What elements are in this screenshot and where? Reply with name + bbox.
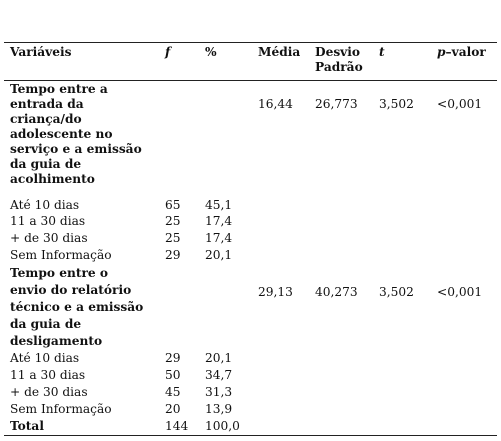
section2-title-line: técnico e a emissão [10,300,144,314]
header-p-value [437,45,486,60]
section2-row-f: 20 [165,402,181,416]
section1-row-label: + de 30 dias [10,231,88,245]
section2-title-line: Tempo entre o [10,266,109,280]
section1-sd: 26,773 [315,97,358,111]
total-f: 144 [165,419,189,433]
header-p-letter: p [437,45,446,59]
section1-row-pct: 17,4 [205,214,233,228]
section2-row-label: Até 10 dias [10,351,80,365]
section1-p: <0,001 [437,97,483,111]
section2-row-label: + de 30 dias [10,385,88,399]
section1-title-line: serviço e a emissão [10,142,142,156]
section1-row-pct: 45,1 [205,198,233,212]
header-mean: Média [258,45,301,59]
section2-title-line: desligamento [10,334,103,348]
section1-row-pct: 20,1 [205,248,233,262]
section1-row-f: 65 [165,198,181,212]
section1-mean: 16,44 [258,97,293,111]
header-p-suffix: –valor [445,45,486,59]
section2-row-pct: 31,3 [205,385,233,399]
section1-row-f: 25 [165,231,181,245]
section1-row-f: 25 [165,214,181,228]
table-top-rule [4,42,497,43]
section2-row-f: 50 [165,368,181,382]
header-bottom-rule [4,80,497,81]
header-f: f [165,45,171,59]
section2-title-line: da guia de [10,317,82,331]
header-percent: % [205,45,217,59]
section1-row-f: 29 [165,248,181,262]
header-sd-line2: Padrão [315,60,363,74]
section2-row-f: 29 [165,351,181,365]
section2-row-label: Sem Informação [10,402,112,416]
section2-title-line: envio do relatório [10,283,132,297]
section1-title-line: Tempo entre a [10,82,108,96]
section1-title-line: da guia de [10,157,82,171]
section1-row-pct: 17,4 [205,231,233,245]
section1-row-label: Sem Informação [10,248,112,262]
section2-sd: 40,273 [315,285,358,299]
total-label: Total [10,419,44,433]
section2-row-pct: 13,9 [205,402,233,416]
section2-row-pct: 34,7 [205,368,233,382]
section2-row-f: 45 [165,385,181,399]
header-variables: Variáveis [10,45,72,59]
section1-row-label: 11 a 30 dias [10,214,86,228]
section1-title-line: entrada da [10,97,84,111]
section2-row-pct: 20,1 [205,351,233,365]
section1-row-label: Até 10 dias [10,198,80,212]
section1-title-line: adolescente no [10,127,113,141]
section2-p: <0,001 [437,285,483,299]
section1-t: 3,502 [379,97,414,111]
section2-mean: 29,13 [258,285,293,299]
table-bottom-rule [4,435,497,436]
total-pct: 100,0 [205,419,240,433]
section1-title-line: criança/do [10,112,82,126]
section1-title-line: acolhimento [10,172,95,186]
header-t: t [379,45,385,59]
section2-row-label: 11 a 30 dias [10,368,86,382]
header-sd-line1: Desvio [315,45,361,59]
section2-t: 3,502 [379,285,414,299]
